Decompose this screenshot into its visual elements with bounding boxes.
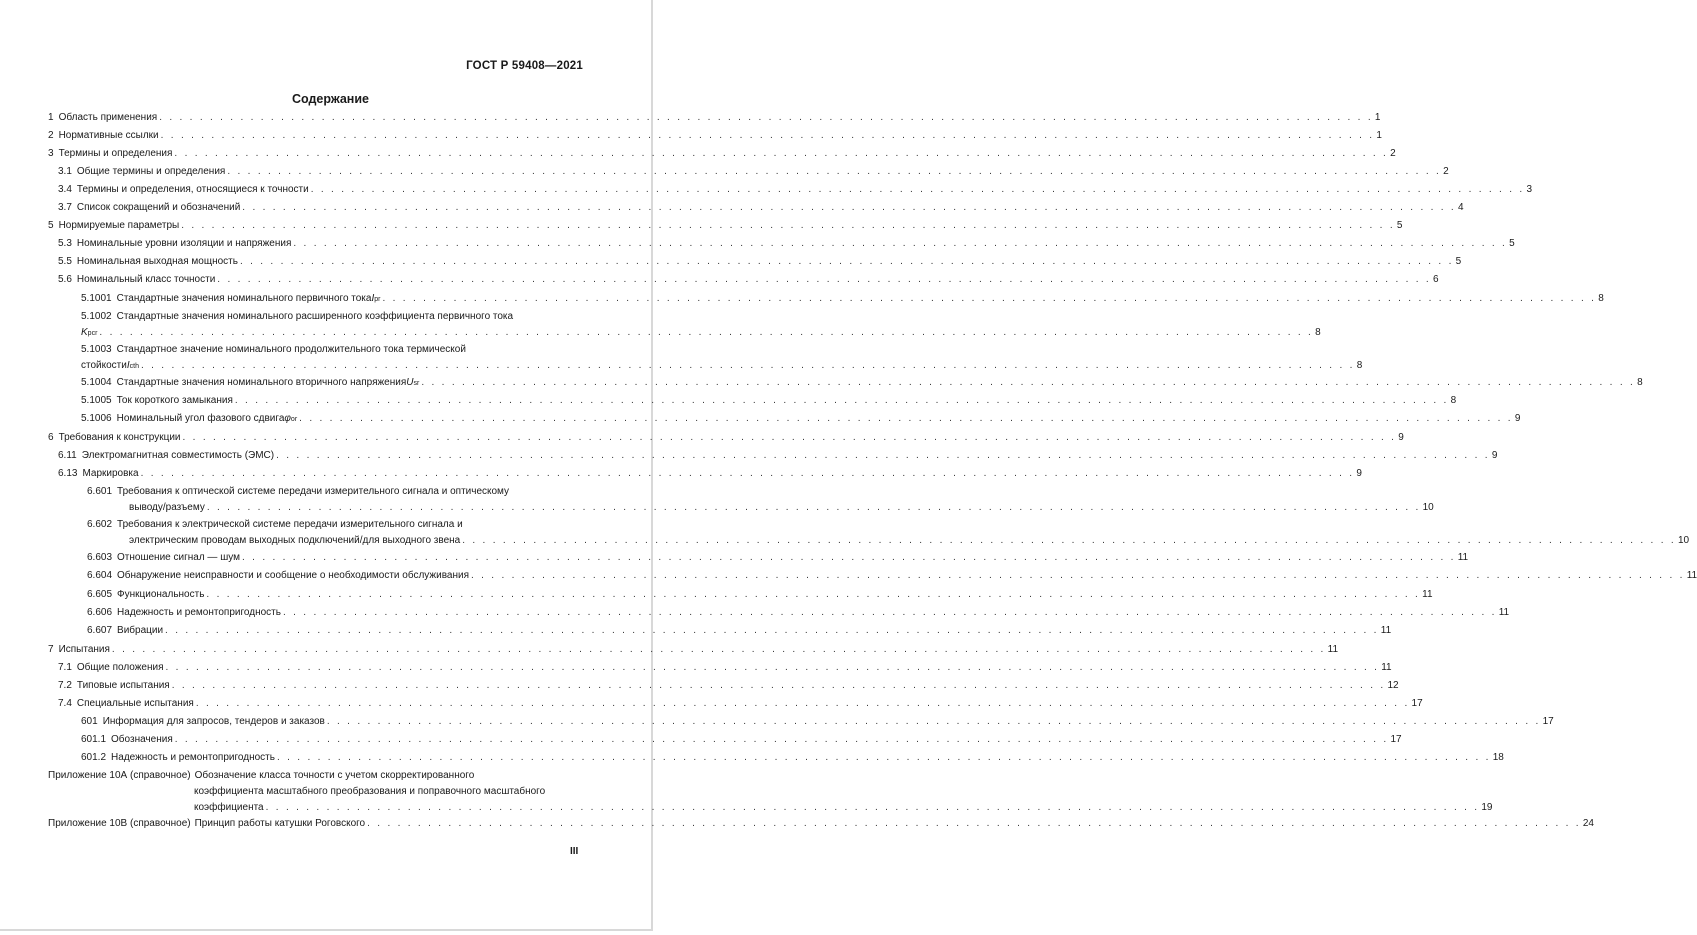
toc-entry-number: 5.1002: [81, 311, 112, 322]
toc-entry-title: Стандартные значения номинального первичного тока: [116, 293, 372, 304]
toc-page-number: 11: [1422, 589, 1433, 600]
toc-page-number: 10: [1422, 502, 1434, 513]
toc-entry[interactable]: [87, 569, 1697, 586]
toc-entry-title: Информация для запросов, тендеров и заказов: [102, 716, 325, 727]
toc-entry-number: 3.1: [58, 166, 72, 177]
toc-page-number: 1: [1374, 112, 1381, 123]
toc-entry[interactable]: [58, 183, 1533, 200]
dot-leader: . . . . . . . . . . . . . . . . . . . . . . . . . . . . . . . . . . . . . . . . . . . . . . . . . . . . . . . . . . . . . . . . . . . . . . . . . . . . . . . . . . . . . . . . . . . . . . . . . . . . . . . . . . . . . . . . . . . . . . . .: [470, 570, 1685, 581]
symbol-subscript: or: [290, 416, 298, 423]
toc-entry[interactable]: [58, 661, 1392, 678]
dot-leader: . . . . . . . . . . . . . . . . . . . . . . . . . . . . . . . . . . . . . . . . . . . . . . . . . . . . . . . . . . . . . . . . . . . . . . . . . . . . . . . . . . . . . . . . . . . . . . . . . . . . . . . . . . . . . . . . . . . . . . . .: [159, 112, 1373, 123]
toc-entry-number: 2: [48, 130, 54, 141]
toc-page-number: 5: [1509, 238, 1515, 249]
dot-leader: . . . . . . . . . . . . . . . . . . . . . . . . . . . . . . . . . . . . . . . . . . . . . . . . . . . . . . . . . . . . . . . . . . . . . . . . . . . . . . . . . . . . . . . . . . . . . . . . . . . . . . . . . . . . . . . . . . . . . . . .: [111, 644, 1326, 655]
toc-page-number: 8: [1315, 327, 1321, 338]
dot-leader: . . . . . . . . . . . . . . . . . . . . . . . . . . . . . . . . . . . . . . . . . . . . . . . . . . . . . . . . . . . . . . . . . . . . . . . . . . . . . . . . . . . . . . . . . . . . . . . . . . . . . . . . . . . . . . . . . . . . . . . .: [206, 589, 1421, 600]
toc-entry-title: Номинальная выходная мощность: [76, 256, 238, 267]
symbol: U: [406, 377, 414, 388]
dot-leader: . . . . . . . . . . . . . . . . . . . . . . . . . . . . . . . . . . . . . . . . . . . . . . . . . . . . . . . . . . . . . . . . . . . . . . . . . . . . . . . . . . . . . . . . . . . . . . . . . . . . . . . . . . . . . . . . . . . . . . . .: [99, 327, 1314, 338]
toc-entry-number: 601.1: [81, 734, 107, 745]
toc-entry[interactable]: [87, 588, 1433, 605]
toc-entry-title: Принцип работы катушки Роговского: [194, 818, 366, 829]
dot-leader: . . . . . . . . . . . . . . . . . . . . . . . . . . . . . . . . . . . . . . . . . . . . . . . . . . . . . . . . . . . . . . . . . . . . . . . . . . . . . . . . . . . . . . . . . . . . . . . . . . . . . . . . . . . . . . . . . . . . . . . .: [234, 395, 1449, 406]
dot-leader: . . . . . . . . . . . . . . . . . . . . . . . . . . . . . . . . . . . . . . . . . . . . . . . . . . . . . . . . . . . . . . . . . . . . . . . . . . . . . . . . . . . . . . . . . . . . . . . . . . . . . . . . . . . . . . . . . . . . . . . .: [165, 662, 1380, 673]
toc-entry[interactable]: [87, 624, 1392, 641]
dot-leader: . . . . . . . . . . . . . . . . . . . . . . . . . . . . . . . . . . . . . . . . . . . . . . . . . . . . . . . . . . . . . . . . . . . . . . . . . . . . . . . . . . . . . . . . . . . . . . . . . . . . . . . . . . . . . . . . . . . . . . . .: [171, 680, 1386, 691]
toc-entry-number: 5.1006: [81, 413, 112, 424]
toc-entry-title: Специальные испытания: [76, 698, 194, 709]
toc-page-number: 11: [1381, 662, 1392, 673]
toc-page-number: 9: [1514, 413, 1521, 424]
dot-leader: . . . . . . . . . . . . . . . . . . . . . . . . . . . . . . . . . . . . . . . . . . . . . . . . . . . . . . . . . . . . . . . . . . . . . . . . . . . . . . . . . . . . . . . . . . . . . . . . . . . . . . . . . . . . . . . . . . . . . . . .: [140, 468, 1355, 479]
toc-entry-title: Функциональность: [117, 589, 205, 600]
toc-page-number: 9: [1398, 432, 1404, 443]
toc-page-number: 19: [1481, 802, 1493, 813]
toc-page-number: 10: [1677, 535, 1690, 546]
toc-entry-number: 1: [48, 112, 54, 123]
toc-entry[interactable]: [87, 518, 1690, 546]
symbol: I: [371, 293, 375, 304]
toc-entry-title: Термины и определения, относящиеся к точности: [76, 184, 309, 195]
toc-entry-title-continued: стойкости: [81, 360, 127, 371]
toc-entry-number: 6.604: [87, 570, 113, 581]
toc-entry[interactable]: [58, 237, 1515, 254]
toc-entry[interactable]: [58, 201, 1464, 218]
toc-entry-title-continued: коэффициента масштабного преобразования и поправочного масштабного: [194, 786, 546, 797]
toc-page-number: 11: [1327, 644, 1339, 655]
page-number: III: [570, 846, 579, 857]
toc-entry-number: 5.5: [58, 256, 72, 267]
toc-page-number: 12: [1387, 680, 1399, 691]
toc-entry-number: 6.603: [87, 552, 113, 563]
symbol: I: [126, 360, 130, 371]
dot-leader: . . . . . . . . . . . . . . . . . . . . . . . . . . . . . . . . . . . . . . . . . . . . . . . . . . . . . . . . . . . . . . . . . . . . . . . . . . . . . . . . . . . . . . . . . . . . . . . . . . . . . . . . . . . . . . . . . . . . . . . .: [326, 716, 1541, 727]
toc-entry[interactable]: [81, 412, 1521, 429]
toc-entry-title: Нормируемые параметры: [58, 220, 180, 231]
dot-leader: . . . . . . . . . . . . . . . . . . . . . . . . . . . . . . . . . . . . . . . . . . . . . . . . . . . . . . . . . . . . . . . . . . . . . . . . . . . . . . . . . . . . . . . . . . . . . . . . . . . . . . . . . . . . . . . . . . . . . . . .: [367, 818, 1581, 829]
dot-leader: . . . . . . . . . . . . . . . . . . . . . . . . . . . . . . . . . . . . . . . . . . . . . . . . . . . . . . . . . . . . . . . . . . . . . . . . . . . . . . . . . . . . . . . . . . . . . . . . . . . . . . . . . . . . . . . . . . . . . . . .: [276, 752, 1491, 763]
toc-entry-number: 6.11: [58, 450, 77, 461]
toc-entry[interactable]: [48, 817, 1594, 834]
toc-entry-title: Общие положения: [76, 662, 164, 673]
toc-entry-number: 6.605: [87, 589, 113, 600]
toc-entry-title: Требования к конструкции: [58, 432, 181, 443]
symbol: φ: [284, 413, 291, 424]
toc-page-number: 18: [1492, 752, 1504, 763]
toc-page-number: 1: [1376, 130, 1382, 141]
toc-entry-number: 6.602: [87, 519, 113, 530]
toc-entry-title: Обозначения: [111, 734, 173, 745]
toc-page-number: 8: [1637, 377, 1643, 388]
toc-entry-title: Область применения: [58, 112, 158, 123]
toc-entry-title: Надежность и ремонтопригодность: [111, 752, 275, 763]
toc-entry-title: Номинальные уровни изоляции и напряжения: [76, 238, 292, 249]
toc-entry[interactable]: [81, 394, 1457, 411]
toc-page-number: 17: [1390, 734, 1402, 745]
toc-entry-title: Маркировка: [82, 468, 139, 479]
toc-page-number: 5: [1455, 256, 1462, 267]
toc-entry-number: 601.2: [81, 752, 107, 763]
toc-entry[interactable]: [87, 606, 1510, 623]
toc-page-number: 3: [1526, 184, 1533, 195]
toc-entry-title-continued: выводу/разъему: [129, 502, 205, 513]
toc-entry-number: 7.4: [58, 698, 72, 709]
toc-entry[interactable]: [48, 769, 1493, 813]
toc-entry-title: Обозначение класса точности с учетом скорректированного: [194, 770, 475, 781]
toc-page-number: 11: [1686, 570, 1697, 581]
toc-entry-title: Электромагнитная совместимость (ЭМС): [81, 450, 275, 461]
toc-page-number: 8: [1598, 293, 1604, 304]
toc-entry[interactable]: [48, 643, 1339, 660]
dot-leader: . . . . . . . . . . . . . . . . . . . . . . . . . . . . . . . . . . . . . . . . . . . . . . . . . . . . . . . . . . . . . . . . . . . . . . . . . . . . . . . . . . . . . . . . . . . . . . . . . . . . . . . . . . . . . . . . . . . . . . . .: [174, 734, 1389, 745]
dot-leader: . . . . . . . . . . . . . . . . . . . . . . . . . . . . . . . . . . . . . . . . . . . . . . . . . . . . . . . . . . . . . . . . . . . . . . . . . . . . . . . . . . . . . . . . . . . . . . . . . . . . . . . . . . . . . . . . . . . . . . . .: [217, 274, 1432, 285]
toc-page-number: 11: [1498, 607, 1510, 618]
toc-entry-number: 601: [81, 716, 98, 727]
toc-entry-number: 3.4: [58, 184, 72, 195]
dot-leader: . . . . . . . . . . . . . . . . . . . . . . . . . . . . . . . . . . . . . . . . . . . . . . . . . . . . . . . . . . . . . . . . . . . . . . . . . . . . . . . . . . . . . . . . . . . . . . . . . . . . . . . . . . . . . . . . . . . . . . . .: [174, 148, 1389, 159]
toc-entry[interactable]: [81, 733, 1402, 750]
toc-page-number: 17: [1411, 698, 1423, 709]
toc-entry-title-continued: коэффициента: [194, 802, 264, 813]
toc-entry-title: Типовые испытания: [76, 680, 170, 691]
toc-entry[interactable]: [81, 343, 1363, 371]
dot-leader: . . . . . . . . . . . . . . . . . . . . . . . . . . . . . . . . . . . . . . . . . . . . . . . . . . . . . . . . . . . . . . . . . . . . . . . . . . . . . . . . . . . . . . . . . . . . . . . . . . . . . . . . . . . . . . . . . . . . . . . .: [382, 293, 1597, 304]
dot-leader: . . . . . . . . . . . . . . . . . . . . . . . . . . . . . . . . . . . . . . . . . . . . . . . . . . . . . . . . . . . . . . . . . . . . . . . . . . . . . . . . . . . . . . . . . . . . . . . . . . . . . . . . . . . . . . . . . . . . . . . .: [299, 413, 1513, 424]
toc-entry-title: Термины и определения: [58, 148, 173, 159]
toc-entry[interactable]: [48, 129, 1382, 146]
toc-entry[interactable]: [58, 165, 1449, 182]
toc-page-number: 11: [1457, 552, 1469, 563]
toc-entry-title-continued: электрическим проводам выходных подключений/для выходного звена: [129, 535, 461, 546]
toc-entry[interactable]: [58, 697, 1423, 714]
dot-leader: . . . . . . . . . . . . . . . . . . . . . . . . . . . . . . . . . . . . . . . . . . . . . . . . . . . . . . . . . . . . . . . . . . . . . . . . . . . . . . . . . . . . . . . . . . . . . . . . . . . . . . . . . . . . . . . . . . . . . . . .: [206, 502, 1421, 513]
dot-leader: . . . . . . . . . . . . . . . . . . . . . . . . . . . . . . . . . . . . . . . . . . . . . . . . . . . . . . . . . . . . . . . . . . . . . . . . . . . . . . . . . . . . . . . . . . . . . . . . . . . . . . . . . . . . . . . . . . . . . . . .: [195, 698, 1410, 709]
toc-entry[interactable]: [48, 431, 1404, 448]
toc-entry-number: 6.607: [87, 625, 113, 636]
toc-entry[interactable]: [48, 111, 1381, 128]
toc-page-number: 5: [1396, 220, 1403, 231]
toc-entry[interactable]: [48, 219, 1403, 236]
toc-entry-number: 5.1003: [81, 344, 112, 355]
symbol: K: [81, 327, 88, 338]
toc-entry-number: 3: [48, 148, 54, 159]
dot-leader: . . . . . . . . . . . . . . . . . . . . . . . . . . . . . . . . . . . . . . . . . . . . . . . . . . . . . . . . . . . . . . . . . . . . . . . . . . . . . . . . . . . . . . . . . . . . . . . . . . . . . . . . . . . . . . . . . . . . . . . .: [242, 202, 1457, 213]
toc-page-number: 9: [1491, 450, 1498, 461]
toc-entry[interactable]: [48, 147, 1396, 164]
toc-entry-number: 5.1004: [81, 377, 112, 388]
toc-entry[interactable]: [58, 449, 1498, 466]
dot-leader: . . . . . . . . . . . . . . . . . . . . . . . . . . . . . . . . . . . . . . . . . . . . . . . . . . . . . . . . . . . . . . . . . . . . . . . . . . . . . . . . . . . . . . . . . . . . . . . . . . . . . . . . . . . . . . . . . . . . . . . .: [462, 535, 1676, 546]
dot-leader: . . . . . . . . . . . . . . . . . . . . . . . . . . . . . . . . . . . . . . . . . . . . . . . . . . . . . . . . . . . . . . . . . . . . . . . . . . . . . . . . . . . . . . . . . . . . . . . . . . . . . . . . . . . . . . . . . . . . . . . .: [310, 184, 1525, 195]
toc-entry-title: Вибрации: [117, 625, 164, 636]
toc-page-number: 2: [1443, 166, 1449, 177]
toc-page-number: 24: [1582, 818, 1594, 829]
toc-entry-number: 6.13: [58, 468, 78, 479]
toc-entry-title: Требования к оптической системе передачи измерительного сигнала и оптическому: [117, 486, 510, 497]
dot-leader: . . . . . . . . . . . . . . . . . . . . . . . . . . . . . . . . . . . . . . . . . . . . . . . . . . . . . . . . . . . . . . . . . . . . . . . . . . . . . . . . . . . . . . . . . . . . . . . . . . . . . . . . . . . . . . . . . . . . . . . .: [165, 625, 1379, 636]
toc-page-number: 8: [1356, 360, 1363, 371]
toc-entry-number: 5: [48, 220, 54, 231]
toc-entry-number: 5.1005: [81, 395, 112, 406]
toc-entry[interactable]: [81, 751, 1504, 768]
dot-leader: . . . . . . . . . . . . . . . . . . . . . . . . . . . . . . . . . . . . . . . . . . . . . . . . . . . . . . . . . . . . . . . . . . . . . . . . . . . . . . . . . . . . . . . . . . . . . . . . . . . . . . . . . . . . . . . . . . . . . . . .: [282, 607, 1497, 618]
toc-entry-title: Ток короткого замыкания: [116, 395, 233, 406]
toc-entry-number: Приложение 10В (справочное): [48, 818, 191, 829]
toc-entry-title: Отношение сигнал — шум: [117, 552, 240, 563]
dot-leader: . . . . . . . . . . . . . . . . . . . . . . . . . . . . . . . . . . . . . . . . . . . . . . . . . . . . . . . . . . . . . . . . . . . . . . . . . . . . . . . . . . . . . . . . . . . . . . . . . . . . . . . . . . . . . . . . . . . . . . . .: [140, 360, 1355, 371]
toc-entry-number: Приложение 10А (справочное): [48, 770, 191, 781]
toc-page-number: 8: [1450, 395, 1457, 406]
toc-entry-title: Испытания: [58, 644, 110, 655]
toc-entry-title: Нормативные ссылки: [58, 130, 159, 141]
toc-entry[interactable]: [81, 715, 1554, 732]
toc-entry-title: Номинальный угол фазового сдвига: [116, 413, 285, 424]
standard-designation: ГОСТ Р 59408—2021: [466, 60, 583, 72]
dot-leader: . . . . . . . . . . . . . . . . . . . . . . . . . . . . . . . . . . . . . . . . . . . . . . . . . . . . . . . . . . . . . . . . . . . . . . . . . . . . . . . . . . . . . . . . . . . . . . . . . . . . . . . . . . . . . . . . . . . . . . . .: [227, 166, 1442, 177]
dot-leader: . . . . . . . . . . . . . . . . . . . . . . . . . . . . . . . . . . . . . . . . . . . . . . . . . . . . . . . . . . . . . . . . . . . . . . . . . . . . . . . . . . . . . . . . . . . . . . . . . . . . . . . . . . . . . . . . . . . . . . . .: [293, 238, 1508, 249]
toc-entry-title: Стандартные значения номинального вторичного напряжения: [116, 377, 407, 388]
toc-entry-title: Стандартные значения номинального расширенного коэффициента первичного тока: [116, 311, 514, 322]
toc-entry-number: 7.2: [58, 680, 72, 691]
dot-leader: . . . . . . . . . . . . . . . . . . . . . . . . . . . . . . . . . . . . . . . . . . . . . . . . . . . . . . . . . . . . . . . . . . . . . . . . . . . . . . . . . . . . . . . . . . . . . . . . . . . . . . . . . . . . . . . . . . . . . . . .: [421, 377, 1636, 388]
toc-entry-title: Общие термины и определения: [76, 166, 226, 177]
toc-page-number: 2: [1390, 148, 1396, 159]
toc-entry[interactable]: [58, 273, 1439, 290]
toc-entry-number: 6.601: [87, 486, 113, 497]
toc-entry-title: Номинальный класс точности: [76, 274, 216, 285]
toc-page-number: 9: [1356, 468, 1362, 479]
toc-entry[interactable]: [58, 467, 1362, 484]
toc-entry-number: 5.3: [58, 238, 72, 249]
toc-page-number: 6: [1433, 274, 1439, 285]
toc-entry[interactable]: [81, 376, 1643, 393]
toc-entry[interactable]: [58, 255, 1462, 272]
toc-entry-title: Требования к электрической системе передачи измерительного сигнала и: [117, 519, 463, 530]
symbol-subscript: pcr: [87, 330, 98, 337]
dot-leader: . . . . . . . . . . . . . . . . . . . . . . . . . . . . . . . . . . . . . . . . . . . . . . . . . . . . . . . . . . . . . . . . . . . . . . . . . . . . . . . . . . . . . . . . . . . . . . . . . . . . . . . . . . . . . . . . . . . . . . . .: [242, 552, 1456, 563]
dot-leader: . . . . . . . . . . . . . . . . . . . . . . . . . . . . . . . . . . . . . . . . . . . . . . . . . . . . . . . . . . . . . . . . . . . . . . . . . . . . . . . . . . . . . . . . . . . . . . . . . . . . . . . . . . . . . . . . . . . . . . . .: [182, 432, 1397, 443]
toc-entry-number: 6: [48, 432, 54, 443]
toc-page-number: 11: [1380, 625, 1392, 636]
toc-entry-number: 5.1001: [81, 293, 112, 304]
toc-entry[interactable]: [58, 679, 1399, 696]
symbol-subscript: cth: [129, 363, 139, 370]
toc-entry-title: Надежность и ремонтопригодность: [117, 607, 281, 618]
toc-entry-number: 5.6: [58, 274, 72, 285]
toc-entry-title: Обнаружение неисправности и сообщение о необходимости обслуживания: [117, 570, 469, 581]
toc-page-number: 17: [1542, 716, 1554, 727]
toc-entry-title: Список сокращений и обозначений: [76, 202, 241, 213]
toc-entry-title: Стандартное значение номинального продолжительного тока термической: [116, 344, 466, 355]
toc-entry-number: 7: [48, 644, 54, 655]
dot-leader: . . . . . . . . . . . . . . . . . . . . . . . . . . . . . . . . . . . . . . . . . . . . . . . . . . . . . . . . . . . . . . . . . . . . . . . . . . . . . . . . . . . . . . . . . . . . . . . . . . . . . . . . . . . . . . . . . . . . . . . .: [265, 802, 1480, 813]
toc-entry-number: 7.1: [58, 662, 72, 673]
dot-leader: . . . . . . . . . . . . . . . . . . . . . . . . . . . . . . . . . . . . . . . . . . . . . . . . . . . . . . . . . . . . . . . . . . . . . . . . . . . . . . . . . . . . . . . . . . . . . . . . . . . . . . . . . . . . . . . . . . . . . . . .: [239, 256, 1454, 267]
symbol-subscript: sr: [413, 380, 420, 387]
toc-page-number: 4: [1458, 202, 1464, 213]
toc-entry-number: 6.606: [87, 607, 113, 618]
page-title: Содержание: [291, 92, 369, 106]
toc-entry[interactable]: [87, 485, 1434, 513]
dot-leader: . . . . . . . . . . . . . . . . . . . . . . . . . . . . . . . . . . . . . . . . . . . . . . . . . . . . . . . . . . . . . . . . . . . . . . . . . . . . . . . . . . . . . . . . . . . . . . . . . . . . . . . . . . . . . . . . . . . . . . . .: [160, 130, 1375, 141]
toc-entry-number: 3.7: [58, 202, 72, 213]
dot-leader: . . . . . . . . . . . . . . . . . . . . . . . . . . . . . . . . . . . . . . . . . . . . . . . . . . . . . . . . . . . . . . . . . . . . . . . . . . . . . . . . . . . . . . . . . . . . . . . . . . . . . . . . . . . . . . . . . . . . . . . .: [181, 220, 1395, 231]
toc-entry[interactable]: [87, 551, 1469, 568]
toc-entry[interactable]: [81, 292, 1604, 309]
dot-leader: . . . . . . . . . . . . . . . . . . . . . . . . . . . . . . . . . . . . . . . . . . . . . . . . . . . . . . . . . . . . . . . . . . . . . . . . . . . . . . . . . . . . . . . . . . . . . . . . . . . . . . . . . . . . . . . . . . . . . . . .: [276, 450, 1490, 461]
symbol-subscript: pr: [374, 296, 381, 303]
toc-entry[interactable]: [81, 310, 1321, 338]
